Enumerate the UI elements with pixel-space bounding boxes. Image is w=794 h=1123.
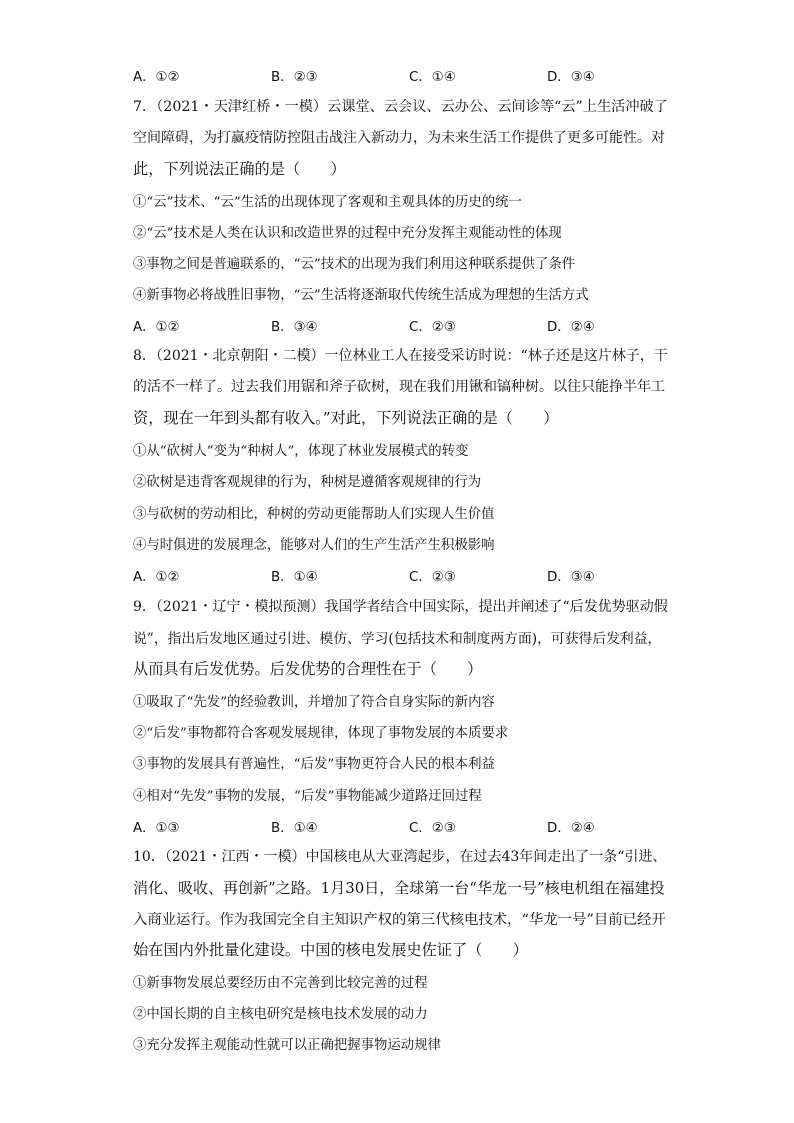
q7-answer-a: A．①②: [133, 320, 180, 335]
q9-stem-line-2: 说”，指出后发地区通过引进、模仿、学习(包括技术和制度两方面)，可获得后发利益，: [133, 631, 662, 647]
q7-stem-line-3: 此，下列说法正确的是（ ）: [133, 160, 346, 178]
q9-stem-line-1: 9．（2021・辽宁・模拟预测）我国学者结合中国实际，提出并阐述了“后发优势驱动假: [133, 599, 668, 615]
q10-stem-line-4: 始在国内外批量化建设。中国的核电发展史佐证了（ ）: [133, 941, 528, 959]
q6-answer-a: A．①②: [133, 70, 180, 85]
q8-option-4: ④与时俱进的发展理念，能够对人们的生产生活产生积极影响: [133, 538, 495, 553]
q9-option-2: ②“后发”事物都符合客观发展规律，体现了事物发展的本质要求: [133, 726, 509, 741]
q9-option-1: ①吸取了“先发”的经验教训，并增加了符合自身实际的新内容: [133, 695, 495, 710]
q10-stem-line-3: 入商业运行。作为我国完全自主知识产权的第三代核电技术，“华龙一号”目前已经开: [133, 912, 666, 928]
q10-option-1: ①新事物发展总要经历由不完善到比较完善的过程: [133, 976, 428, 991]
q8-answer-d: D．③④: [547, 570, 595, 585]
q8-option-1: ①从“砍树人”变为“种树人”，体现了林业发展模式的转变: [133, 444, 469, 459]
q10-stem-line-1: 10．（2021・江西・一模）中国核电从大亚湾起步，在过去43年间走出了一条“引进、: [133, 849, 667, 865]
q9-option-3: ③事物的发展具有普遍性，“后发”事物更符合人民的根本利益: [133, 757, 495, 772]
q8-answer-c: C．②③: [409, 570, 456, 585]
q7-stem-line-2: 空间障碍，为打赢疫情防控阻击战注入新动力，为未来生活工作提供了更多可能性。对: [133, 130, 665, 146]
q9-answer-c: C．②③: [409, 821, 456, 836]
q9-answer-a: A．①③: [133, 821, 180, 836]
q8-stem-line-3: 资，现在一年到头都有收入。”对此，下列说法正确的是（ ）: [133, 409, 559, 427]
q7-option-1: ①“云”技术、“云”生活的出现体现了客观和主观具体的历史的统一: [133, 195, 522, 210]
q7-answer-d: D．②④: [547, 320, 595, 335]
q9-stem-line-3: 从而具有后发优势。后发优势的合理性在于（ ）: [133, 660, 483, 678]
q7-option-4: ④新事物必将战胜旧事物，“云”生活将逐渐取代传统生活成为理想的生活方式: [133, 288, 589, 303]
q6-answer-c: C．①④: [409, 70, 456, 85]
q8-stem-line-1: 8．（2021・北京朝阳・二模）一位林业工人在接受采访时说：“林子还是这片林子，干: [133, 348, 668, 364]
q10-option-2: ②中国长期的自主核电研究是核电技术发展的动力: [133, 1007, 428, 1022]
q8-answer-b: B．①④: [271, 570, 318, 585]
q10-stem-line-2: 消化、吸收、再创新”之路。1月30日，全球第一台“华龙一号”核电机组在福建投: [133, 879, 665, 897]
q9-answer-b: B．①④: [271, 821, 318, 836]
q8-stem-line-2: 的活不一样了。过去我们用锯和斧子砍树，现在我们用锹和镐种树。以往只能挣半年工: [133, 379, 665, 395]
q7-stem-line-1: 7．（2021・天津红桥・一模）云课堂、云会议、云办公、云间诊等“云”上生活冲破了: [133, 99, 668, 115]
q8-option-3: ③与砍树的劳动相比，种树的劳动更能帮助人们实现人生价值: [133, 507, 495, 522]
q7-answer-c: C．②③: [409, 320, 456, 335]
q8-option-2: ②砍树是违背客观规律的行为，种树是遵循客观规律的行为: [133, 475, 482, 490]
q7-answer-b: B．③④: [271, 320, 318, 335]
q6-answer-d: D．③④: [547, 70, 595, 85]
q7-option-2: ②“云”技术是人类在认识和改造世界的过程中充分发挥主观能动性的体现: [133, 226, 562, 241]
q7-option-3: ③事物之间是普遍联系的，“云”技术的出现为我们利用这种联系提供了条件: [133, 257, 576, 272]
q10-option-3: ③充分发挥主观能动性就可以正确把握事物运动规律: [133, 1038, 441, 1053]
q8-answer-a: A．①②: [133, 570, 180, 585]
q9-answer-d: D．②④: [547, 821, 595, 836]
q6-answer-b: B．②③: [271, 70, 318, 85]
q9-option-4: ④相对“先发”事物的发展，“后发”事物能减少道路迂回过程: [133, 789, 482, 804]
